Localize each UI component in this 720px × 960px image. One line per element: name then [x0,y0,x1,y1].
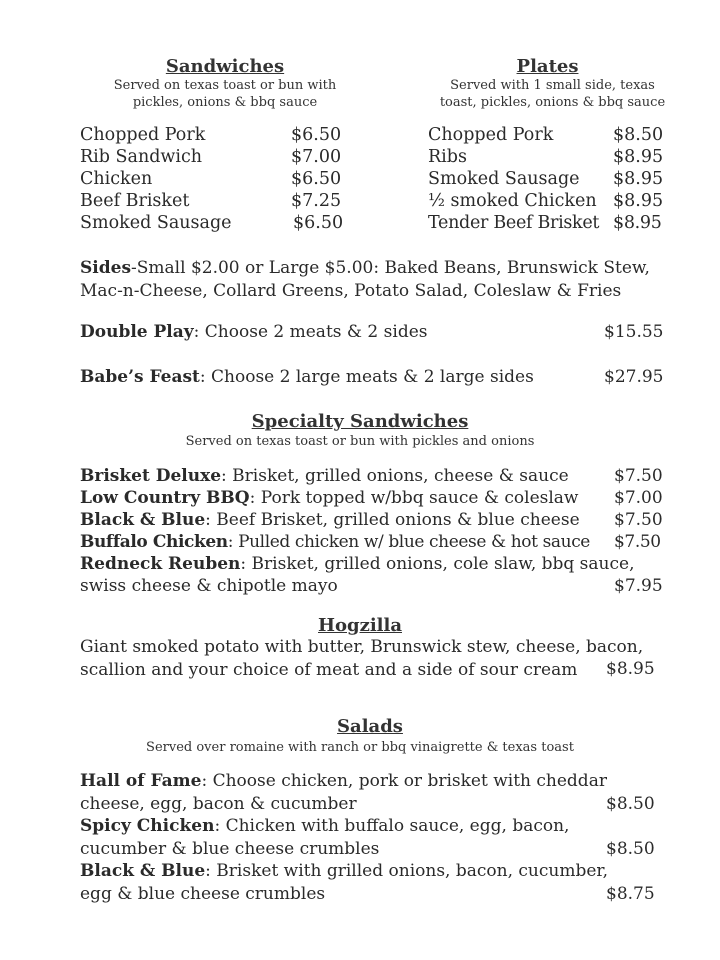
double-play [80,322,427,342]
item-name: Beef Brisket [80,191,190,211]
menu-item [428,146,668,168]
item-price: $7.95 [614,576,663,596]
item-name: Double Play [80,322,194,342]
sides-text: -Small $2.00 or Large $5.00: Baked Beans, Brunswick Stew, [131,258,650,278]
plates-subtitle-line: Served with 1 small side, texas [450,78,655,93]
specialty-list [80,466,680,598]
item-desc: : Brisket, grilled onions, cheese & sauce [221,466,569,486]
item-desc: cheese, egg, bacon & cucumber [80,794,357,814]
plates-title: Plates [516,56,579,77]
item-price: $8.95 [613,147,664,167]
babes-feast [80,367,534,387]
item-price: $7.50 [614,466,663,486]
item-price: $7.50 [614,510,663,530]
plates-subtitle [430,77,675,111]
menu-item [80,861,680,884]
menu-item-cont [80,884,680,906]
hogzilla-price: $8.95 [606,659,655,679]
babes-feast-price: $27.95 [604,367,664,387]
item-name: Babe’s Feast [80,367,200,387]
item-desc: : Pulled chicken w/ blue cheese & hot sauce [227,532,590,552]
menu-item [80,510,680,532]
menu-item [80,532,680,554]
item-price: $6.50 [293,213,344,233]
item-price: $7.25 [291,191,342,211]
sandwiches-list [80,124,350,234]
menu-item-cont [80,839,680,861]
item-price: $7.00 [291,147,342,167]
plates-list [428,124,668,234]
sandwiches-subtitle [90,77,360,111]
item-desc: : Choose chicken, pork or brisket with cheddar [201,771,607,791]
item-name: Spicy Chicken [80,816,215,836]
item-name: Smoked Sausage [80,213,232,233]
item-desc: : Brisket with grilled onions, bacon, cucumber, [205,861,609,881]
item-price: $8.95 [613,213,662,233]
item-name: Chicken [80,169,153,189]
item-name: ½ smoked Chicken [428,191,597,211]
item-name: Buffalo Chicken [80,532,228,552]
menu-item [428,212,668,234]
sides-text: Mac-n-Cheese, Collard Greens, Potato Salad, Coleslaw & Fries [80,281,622,301]
sides-block [80,257,650,303]
menu-item [80,124,350,146]
item-desc: : Beef Brisket, grilled onions & blue cheese [205,510,580,530]
item-name: Chopped Pork [428,125,554,145]
item-price: $8.95 [613,169,664,189]
menu-item-cont [80,794,680,816]
item-name: Brisket Deluxe [80,466,222,486]
item-desc: : Pork topped w/bbq sauce & coleslaw [249,488,579,508]
item-name: Black & Blue [80,510,206,530]
item-price: $8.50 [606,839,655,859]
menu-item [80,212,350,234]
item-desc: : Brisket, grilled onions, cole slaw, bbq sauce, [240,554,635,574]
item-price: $6.50 [291,125,342,145]
menu-item [80,771,680,794]
menu-item [428,124,668,146]
specialty-subtitle: Served on texas toast or bun with pickles and onions [185,434,535,449]
menu-item [428,190,668,212]
item-name: Rib Sandwich [80,147,203,167]
menu-item [80,816,680,839]
item-desc: : Chicken with buffalo sauce, egg, bacon, [214,816,570,836]
item-price: $7.00 [614,488,663,508]
menu-item [80,190,350,212]
item-name: Smoked Sausage [428,169,580,189]
salads-list [80,771,680,906]
menu-item [428,168,668,190]
item-desc: : Choose 2 large meats & 2 large sides [199,367,534,387]
menu-item [80,168,350,190]
salads-title: Salads [337,716,403,737]
sandwiches-subtitle-line: Served on texas toast or bun with [113,78,337,93]
specialty-title: Specialty Sandwiches [251,411,469,432]
menu-item [80,466,680,488]
item-price: $8.50 [613,125,664,145]
item-name: Low Country BBQ [80,488,250,508]
menu-item-cont [80,576,680,598]
item-name: Tender Beef Brisket [428,213,600,233]
item-price: $7.50 [614,532,661,552]
item-price: $8.75 [606,884,655,904]
item-price: $8.95 [613,191,664,211]
item-price: $8.50 [606,794,655,814]
hogzilla-title: Hogzilla [318,615,402,636]
item-name: Chopped Pork [80,125,206,145]
hogzilla-line: Giant smoked potato with butter, Brunswick stew, cheese, bacon, [80,637,644,657]
menu-item [80,488,680,510]
item-name: Ribs [428,147,467,167]
sandwiches-subtitle-line: pickles, onions & bbq sauce [132,95,318,110]
plates-subtitle-line: toast, pickles, onions & bbq sauce [439,95,666,110]
menu-item [80,554,680,576]
item-price: $6.50 [291,169,342,189]
item-desc: egg & blue cheese crumbles [80,884,326,904]
menu-item [80,146,350,168]
hogzilla-desc [80,636,643,682]
hogzilla-line: scallion and your choice of meat and a side of sour cream [80,660,578,680]
sandwiches-title: Sandwiches [165,56,285,77]
item-desc: cucumber & blue cheese crumbles [80,839,380,859]
item-desc: : Choose 2 meats & 2 sides [193,322,428,342]
salads-subtitle: Served over romaine with ranch or bbq vinaigrette & texas toast [146,740,574,755]
item-name: Redneck Reuben [80,554,241,574]
item-desc: swiss cheese & chipotle mayo [80,576,338,596]
sides-label: Sides [80,258,132,278]
item-name: Black & Blue [80,861,206,881]
item-name: Hall of Fame [80,771,202,791]
double-play-price: $15.55 [604,322,664,342]
